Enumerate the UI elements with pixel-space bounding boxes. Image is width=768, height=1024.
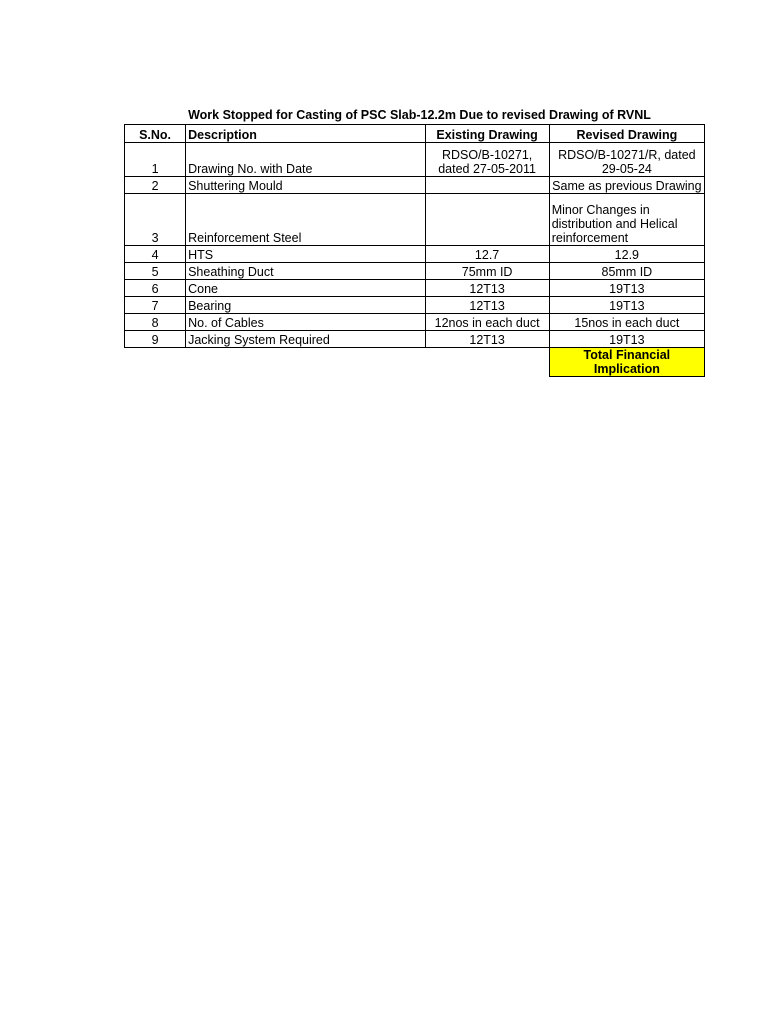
table-row xyxy=(125,194,705,246)
total-row xyxy=(125,348,705,377)
empty-cell xyxy=(125,348,186,377)
cell-revised: 19T13 xyxy=(549,331,704,348)
cell-revised: Same as previous Drawing xyxy=(549,177,704,194)
cell-existing xyxy=(425,177,549,194)
table-row xyxy=(125,280,705,297)
cell-description: HTS xyxy=(186,246,425,263)
cell-sno: 9 xyxy=(125,331,186,348)
cell-existing: 12.7 xyxy=(425,246,549,263)
cell-existing: 12T13 xyxy=(425,297,549,314)
cell-revised: 19T13 xyxy=(549,297,704,314)
cell-revised: 12.9 xyxy=(549,246,704,263)
cell-sno: 3 xyxy=(125,194,186,246)
table-row xyxy=(125,314,705,331)
comparison-table xyxy=(124,124,705,377)
cell-description: Jacking System Required xyxy=(186,331,425,348)
cell-revised: 15nos in each duct xyxy=(549,314,704,331)
table-title: Work Stopped for Casting of PSC Slab-12.2m Due to revised Drawing of RVNL xyxy=(188,108,651,122)
cell-description: Sheathing Duct xyxy=(186,263,425,280)
cell-existing: 75mm ID xyxy=(425,263,549,280)
cell-sno: 2 xyxy=(125,177,186,194)
header-revised: Revised Drawing xyxy=(549,125,704,143)
cell-existing xyxy=(425,194,549,246)
empty-cell xyxy=(425,348,549,377)
table-row xyxy=(125,246,705,263)
cell-existing: 12T13 xyxy=(425,280,549,297)
cell-description: Reinforcement Steel xyxy=(186,194,425,246)
cell-description: Drawing No. with Date xyxy=(186,143,425,177)
cell-existing: 12nos in each duct xyxy=(425,314,549,331)
cell-description: Cone xyxy=(186,280,425,297)
table-row xyxy=(125,263,705,280)
table-row xyxy=(125,331,705,348)
cell-description: No. of Cables xyxy=(186,314,425,331)
header-row xyxy=(125,125,705,143)
cell-revised: 19T13 xyxy=(549,280,704,297)
header-description: Description xyxy=(186,125,425,143)
cell-revised: RDSO/B-10271/R, dated 29-05-24 xyxy=(549,143,704,177)
table-row xyxy=(125,297,705,314)
cell-description: Shuttering Mould xyxy=(186,177,425,194)
table-row xyxy=(125,177,705,194)
cell-sno: 5 xyxy=(125,263,186,280)
header-sno: S.No. xyxy=(125,125,186,143)
cell-sno: 7 xyxy=(125,297,186,314)
header-existing: Existing Drawing xyxy=(425,125,549,143)
spreadsheet xyxy=(124,106,705,377)
total-financial-implication: Total Financial Implication xyxy=(549,348,704,377)
cell-revised: Minor Changes in distribution and Helical reinforcement xyxy=(549,194,704,246)
cell-existing: RDSO/B-10271, dated 27-05-2011 xyxy=(425,143,549,177)
cell-sno: 1 xyxy=(125,143,186,177)
cell-existing: 12T13 xyxy=(425,331,549,348)
table-row xyxy=(125,143,705,177)
cell-sno: 8 xyxy=(125,314,186,331)
cell-revised: 85mm ID xyxy=(549,263,704,280)
cell-sno: 6 xyxy=(125,280,186,297)
cell-description: Bearing xyxy=(186,297,425,314)
empty-cell xyxy=(186,348,425,377)
cell-sno: 4 xyxy=(125,246,186,263)
